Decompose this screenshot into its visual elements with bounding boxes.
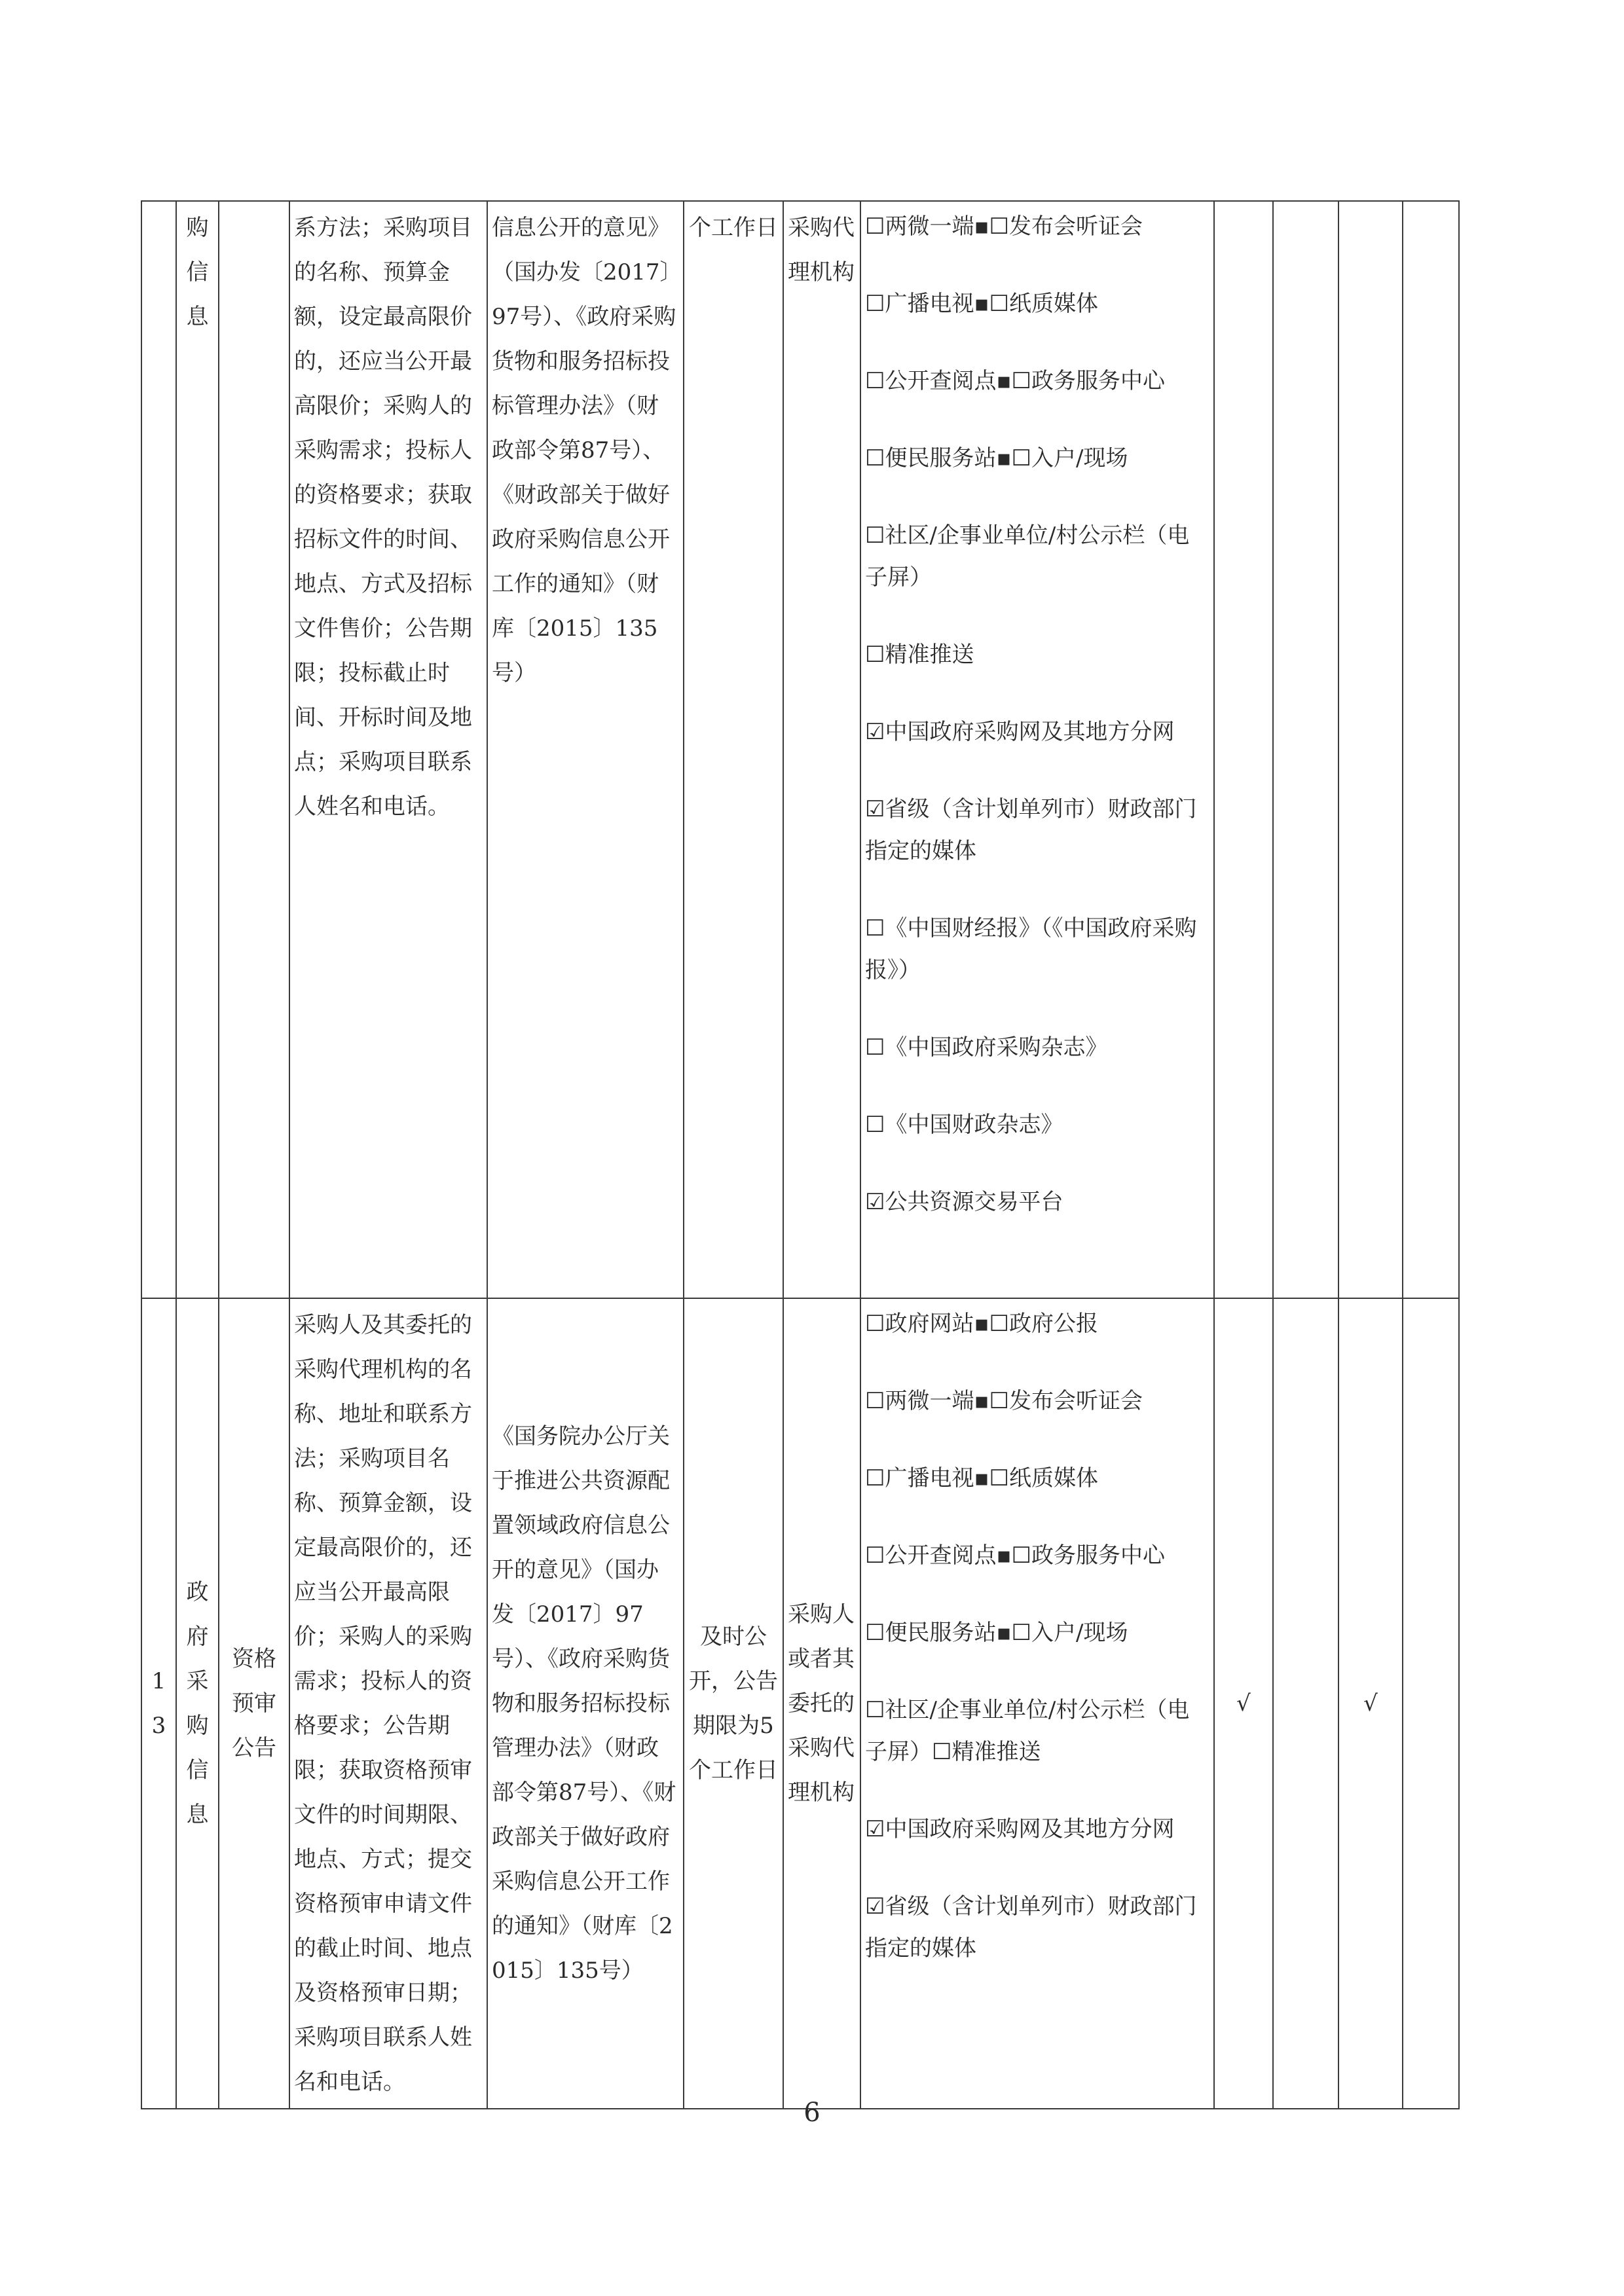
channel-item: ☐社区/企事业单位/村公示栏（电子屏） xyxy=(865,522,1190,591)
page-number: 6 xyxy=(803,2098,821,2128)
channel-item: ☐广播电视▪☐纸质媒体 xyxy=(865,1465,1099,1491)
row-number: 13 xyxy=(141,1298,176,2109)
check-mark xyxy=(1273,1298,1338,2109)
channel-item: ☐政府网站▪☐政府公报 xyxy=(865,1311,1099,1337)
check-mark xyxy=(1403,1298,1459,2109)
channel-item: ☐广播电视▪☐纸质媒体 xyxy=(865,291,1099,317)
channels-cell xyxy=(860,1298,1214,2109)
category-cell: 政府采购信息 xyxy=(176,1298,219,2109)
check-mark xyxy=(1403,201,1459,1298)
channels-cell xyxy=(860,201,1214,1298)
channel-item: ☑省级（含计划单列市）财政部门指定的媒体 xyxy=(865,796,1197,864)
check-mark xyxy=(1214,201,1273,1298)
subject-cell: 采购人或者其委托的采购代理机构 xyxy=(783,1298,860,2109)
channel-item: ☑中国政府采购网及其地方分网 xyxy=(865,719,1175,745)
check-mark: √ xyxy=(1214,1298,1273,2109)
subject-cell: 采购代理机构 xyxy=(783,201,860,1298)
channel-item: ☐公开查阅点▪☐政务服务中心 xyxy=(865,1542,1166,1569)
channel-item: ☐《中国财政杂志》 xyxy=(865,1112,1063,1138)
channel-item: ☐《中国财经报》（《中国政府采购报》） xyxy=(865,915,1197,983)
channel-item: ☐公开查阅点▪☐政务服务中心 xyxy=(865,368,1166,394)
channel-item: ☐便民服务站▪☐入户/现场 xyxy=(865,445,1128,471)
content-cell: 采购人及其委托的采购代理机构的名称、地址和联系方法；采购项目名称、预算金额，设定最高限价的，还应当公开最高限价；采购人的采购需求；投标人的资格要求；公告期限；获取资格预审文件的时间期限、地点、方式；提交资格预审申请文件的截止时间、地点及资格预审日期；采购项目联系人姓名和电话。 xyxy=(289,1298,487,2109)
channel-item: ☐两微一端▪☐发布会听证会 xyxy=(865,1388,1143,1414)
channel-item: ☐精准推送 xyxy=(865,642,974,668)
channel-item: ☑省级（含计划单列市）财政部门指定的媒体 xyxy=(865,1893,1197,1961)
subcategory-cell xyxy=(219,201,289,1298)
time-limit-cell: 及时公开，公告期限为5个工作日 xyxy=(684,1298,783,2109)
channel-item: ☐两微一端▪☐发布会听证会 xyxy=(865,213,1143,240)
subcategory-cell: 资格预审公告 xyxy=(219,1298,289,2109)
channel-item: ☐社区/企事业单位/村公示栏（电子屏）☐精准推送 xyxy=(865,1697,1190,1765)
channel-item: ☑中国政府采购网及其地方分网 xyxy=(865,1816,1175,1842)
table-row xyxy=(141,1298,1459,2109)
channel-item: ☐《中国政府采购杂志》 xyxy=(865,1034,1108,1061)
channel-item: ☑公共资源交易平台 xyxy=(865,1189,1063,1215)
time-limit-cell: 个工作日 xyxy=(684,201,783,1298)
basis-cell: 信息公开的意见》（国办发〔2017〕97号）、《政府采购货物和服务招标投标管理办法》（财政部令第87号）、《财政部关于做好政府采购信息公开工作的通知》（财库〔2015〕135号） xyxy=(487,201,684,1298)
category-cell: 购信息 xyxy=(176,201,219,1298)
table-row xyxy=(141,201,1459,1298)
check-mark xyxy=(1338,201,1403,1298)
row-number xyxy=(141,201,176,1298)
channel-item: ☐便民服务站▪☐入户/现场 xyxy=(865,1620,1128,1646)
content-cell: 系方法；采购项目的名称、预算金额，设定最高限价的，还应当公开最高限价；采购人的采购需求；投标人的资格要求；获取招标文件的时间、地点、方式及招标文件售价；公告期限；投标截止时间、开标时间及地点；采购项目联系人姓名和电话。 xyxy=(289,201,487,1298)
check-mark: √ xyxy=(1338,1298,1403,2109)
check-mark xyxy=(1273,201,1338,1298)
basis-cell: 《国务院办公厅关于推进公共资源配置领域政府信息公开的意见》（国办发〔2017〕97号）、《政府采购货物和服务招标投标管理办法》（财政部令第87号）、《财政部关于做好政府采购信息公开工作的通知》（财库〔2015〕135号） xyxy=(487,1298,684,2109)
disclosure-table xyxy=(141,200,1460,2109)
